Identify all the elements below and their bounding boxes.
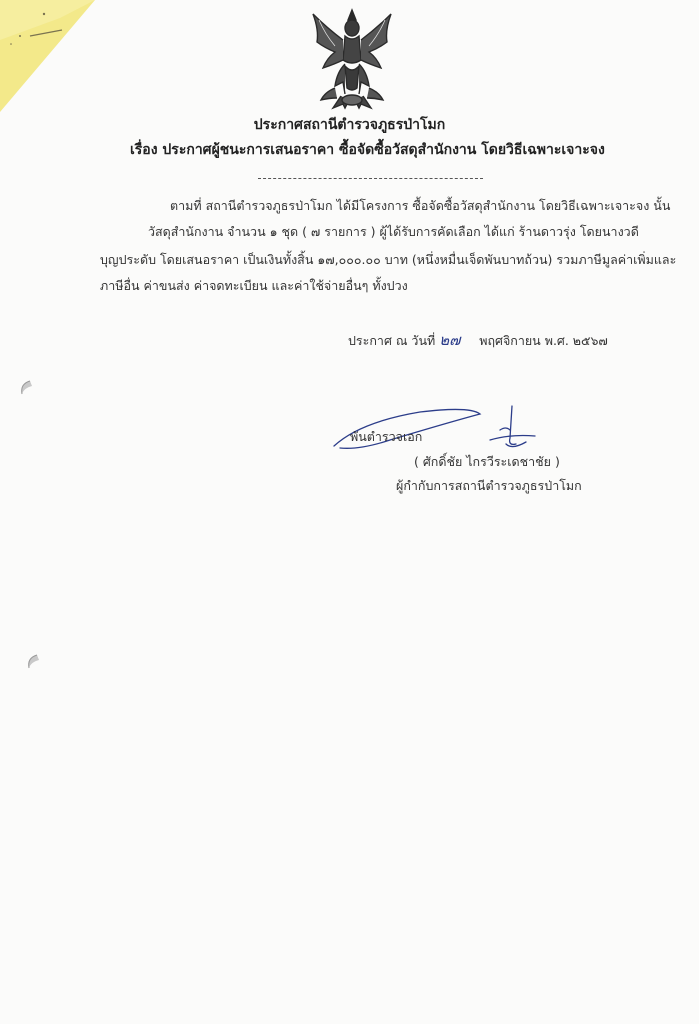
title-divider: [258, 178, 483, 179]
signer-rank: พันตำรวจเอก: [350, 429, 423, 444]
body-line: ตามที่ สถานีตำรวจภูธรป่าโมก ได้มีโครงการ ซื้อจัดซื้อวัสดุสำนักงาน โดยวิธีเฉพาะเจาะจง นั้น: [170, 198, 671, 213]
yellow-tape-corner: [0, 0, 100, 120]
announcement-date: [348, 328, 608, 352]
body-line: บุญประดับ โดยเสนอราคา เป็นเงินทั้งสิ้น ๑๗,๐๐๐.๐๐ บาท (หนึ่งหมื่นเจ็ดพันบาทถ้วน) รวมภาษีมูลค่าเพิ่มและ: [100, 252, 677, 267]
document-title: ประกาศสถานีตำรวจภูธรป่าโมก: [253, 117, 446, 133]
punch-hole-mark: [18, 378, 34, 398]
announce-prefix: ประกาศ ณ วันที่: [348, 333, 436, 348]
signer-position: ผู้กำกับการสถานีตำรวจภูธรป่าโมก: [396, 478, 582, 493]
document-subject: เรื่อง ประกาศผู้ชนะการเสนอราคา ซื้อจัดซื้อวัสดุสำนักงาน โดยวิธีเฉพาะเจาะจง: [130, 142, 605, 158]
garuda-emblem: [305, 8, 399, 112]
signer-name: ( ศักดิ์ชัย ไกรวีระเดชาชัย ): [414, 454, 560, 469]
announce-suffix: พฤศจิกายน พ.ศ. ๒๕๖๗: [479, 333, 608, 348]
body-line: ภาษีอื่น ค่าขนส่ง ค่าจดทะเบียน และค่าใช้จ่ายอื่นๆ ทั้งปวง: [100, 278, 408, 293]
body-line: วัสดุสำนักงาน จำนวน ๑ ชุด ( ๗ รายการ ) ผู้ได้รับการคัดเลือก ได้แก่ ร้านดาวรุ่ง โดยนางวดี: [148, 224, 639, 239]
punch-hole-mark: [25, 652, 41, 672]
handwritten-day: ๒๗: [439, 331, 461, 349]
